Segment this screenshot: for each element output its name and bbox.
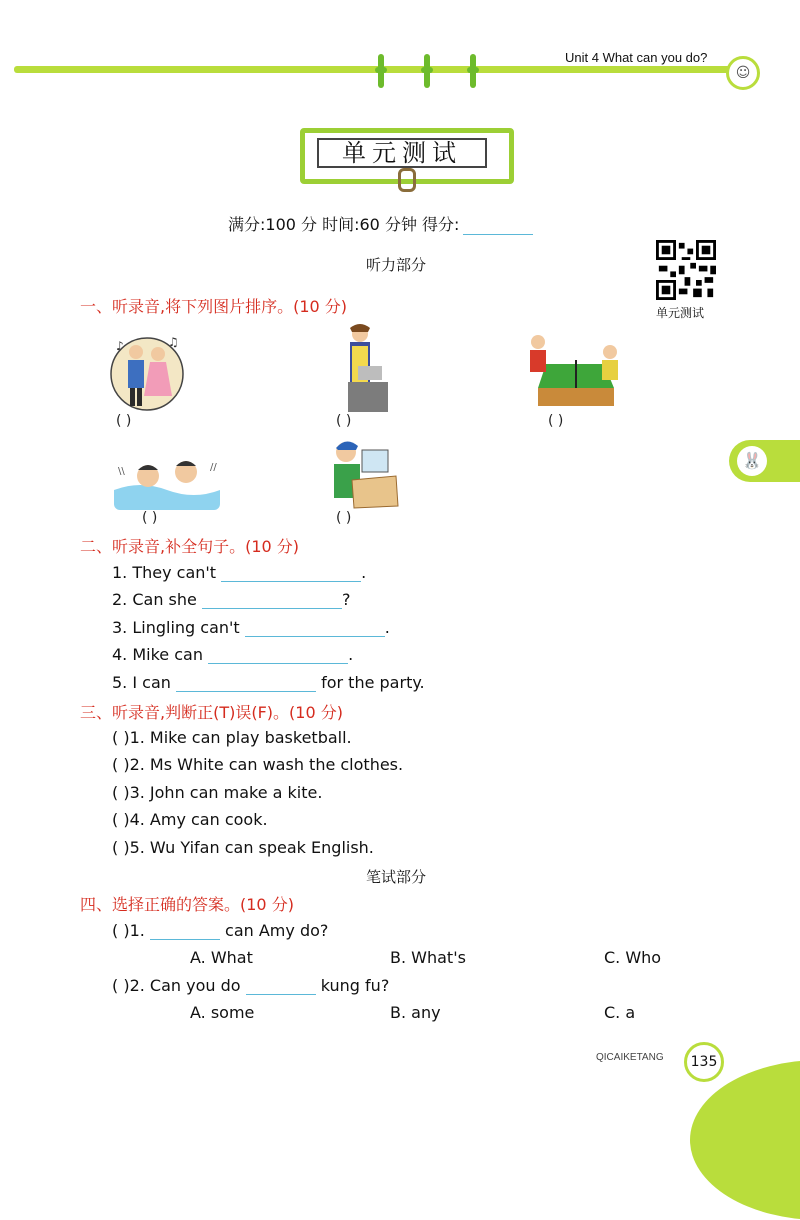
option-c[interactable]: C. a [604,1003,636,1022]
fill-item-3 [112,618,390,637]
boy-making-kite-picture [326,436,402,512]
section3-heading: 三、听录音,判断正(T)误(F)。(10 分) [80,703,343,722]
fill-item-end: . [384,618,390,637]
page-number: 135 [684,1042,724,1082]
section4-heading: 四、选择正确的答案。(10 分) [80,895,294,914]
tf-item-4[interactable]: ( )4. Amy can cook. [112,810,268,829]
fill-item-2 [112,590,350,609]
question-text: can Amy do? [225,921,329,940]
bunny-icon: 🐰 [737,446,767,476]
question-number[interactable]: ( )1. [112,921,145,940]
svg-text:\\: \\ [118,466,125,477]
binder-pin-icon [470,54,476,88]
answer-blank[interactable] [202,592,342,609]
svg-text://: // [210,462,217,473]
boys-swimming-picture [114,454,220,510]
option-a[interactable]: A. What [190,948,253,967]
section2-heading: 二、听录音,补全句子。(10 分) [80,537,300,556]
fill-item-end: for the party. [321,673,425,692]
section1-heading: 一、听录音,将下列图片排序。(10 分) [80,297,348,316]
tf-item-1[interactable]: ( )1. Mike can play basketball. [112,728,352,747]
question-text[interactable]: ( )2. Can you do [112,976,241,995]
answer-paren[interactable]: ( ) [548,413,564,429]
unit-label: Unit 4 What can you do? [565,50,708,65]
fill-item-end: . [361,563,367,582]
dancing-couple-picture [108,330,186,412]
answer-blank[interactable] [150,923,220,940]
binder-pin-icon [424,54,430,88]
option-b[interactable]: B. any [390,1003,441,1022]
answer-blank[interactable] [208,647,348,664]
score-blank[interactable] [463,218,533,235]
corner-decoration [690,1060,800,1220]
choice-question-1 [112,921,328,940]
fill-item-5 [112,673,425,692]
fill-item-text: 2. Can she [112,590,197,609]
option-a[interactable]: A. some [190,1003,255,1022]
fill-item-text: 3. Lingling can't [112,618,240,637]
fill-item-1 [112,563,366,582]
woman-cooking-picture [334,322,390,414]
answer-paren[interactable]: ( ) [142,510,158,526]
qr-label: 单元测试 [656,306,705,320]
answer-blank[interactable] [245,620,385,637]
tf-item-2[interactable]: ( )2. Ms White can wash the clothes. [112,755,404,774]
listening-label: 听力部分 [366,256,427,274]
svg-text:♪: ♪ [116,339,124,353]
answer-paren[interactable]: ( ) [336,510,352,526]
answer-paren[interactable]: ( ) [116,413,132,429]
fill-item-text: 5. I can [112,673,171,692]
answer-blank[interactable] [246,978,316,995]
fill-item-end: . [348,645,354,664]
answer-blank[interactable] [176,675,316,692]
tf-item-3[interactable]: ( )3. John can make a kite. [112,783,323,802]
mascot-icon: ☺ [726,56,760,90]
fill-item-text: 1. They can't [112,563,217,582]
score-info [228,212,533,235]
score-text: 满分:100 分 时间:60 分钟 得分: [228,215,460,234]
fill-item-text: 4. Mike can [112,645,203,664]
footer-brand: QICAIKETANG [596,1052,664,1063]
question-text-end: kung fu? [320,976,390,995]
tf-item-5[interactable]: ( )5. Wu Yifan can speak English. [112,838,374,857]
svg-text:♫: ♫ [168,335,179,349]
fill-item-end: ? [341,590,351,609]
ring-icon [398,168,416,192]
answer-blank[interactable] [221,565,361,582]
answer-paren[interactable]: ( ) [336,413,352,429]
binder-pin-icon [378,54,384,88]
option-b[interactable]: B. What's [390,948,466,967]
choice-question-2 [112,976,389,995]
fill-item-4 [112,645,353,664]
option-c[interactable]: C. Who [604,948,662,967]
page-title: 单元测试 [317,138,487,168]
children-ping-pong-picture [526,324,624,410]
qr-code-icon [656,240,716,300]
writing-label: 笔试部分 [366,868,427,886]
